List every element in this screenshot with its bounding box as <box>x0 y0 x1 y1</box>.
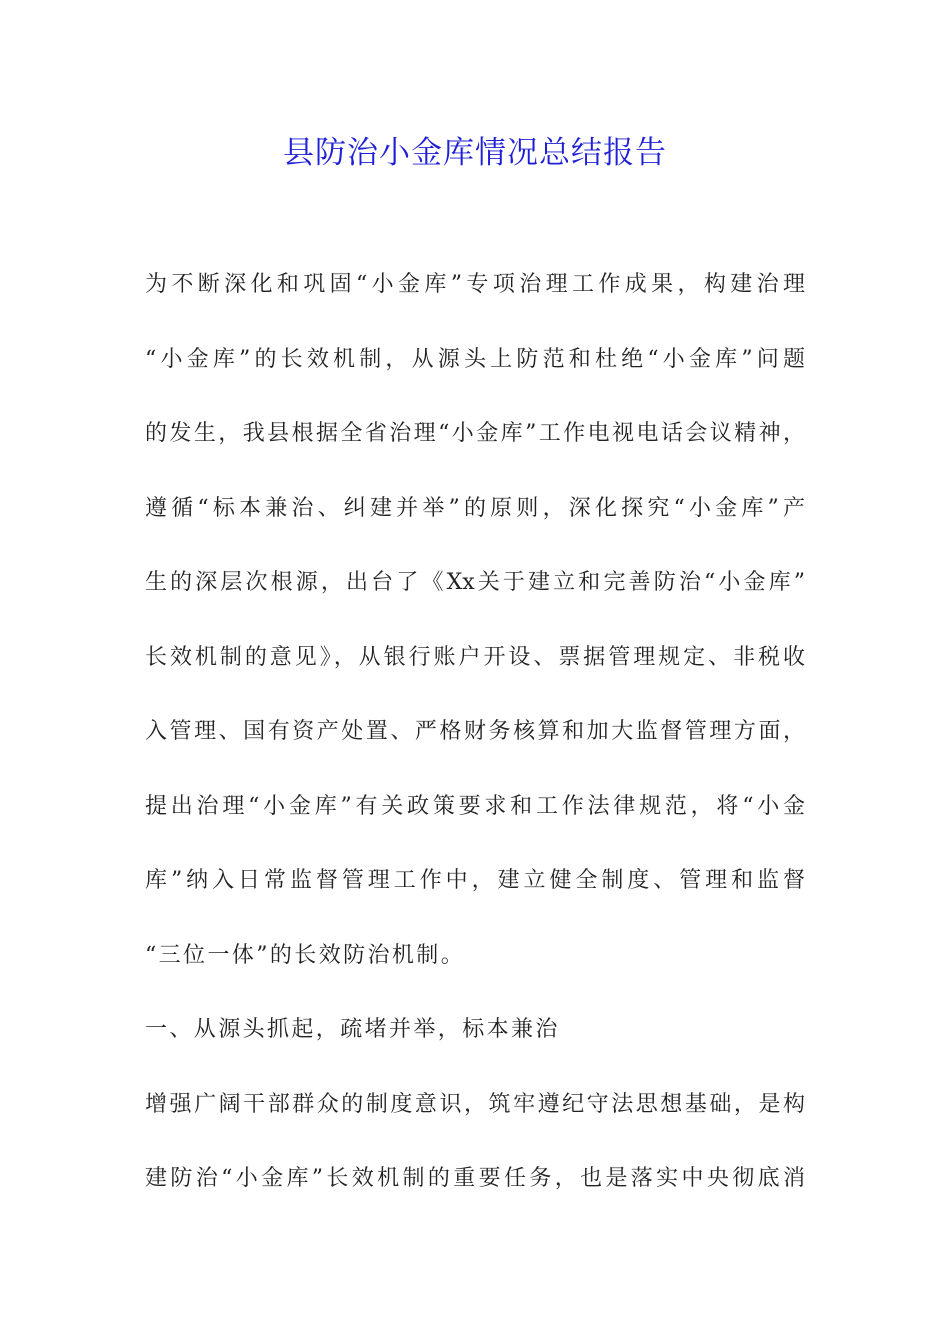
body-line-1: 为不断深化和巩固“小金库”专项治理工作成果，构建治理 <box>145 272 805 297</box>
body-line-10: “三位一体”的长效防治机制。 <box>145 942 466 968</box>
body-line-2: “小金库”的长效机制，从源头上防范和杜绝“小金库”问题 <box>145 346 805 372</box>
document-body <box>145 262 805 1231</box>
body-line-6: 长效机制的意见》，从银行账户开设、票据管理规定、非税收 <box>145 644 805 670</box>
body-line-13: 建防治“小金库”长效机制的重要任务，也是落实中央彻底消 <box>145 1166 805 1191</box>
body-line-8: 提出治理“小金库”有关政策要求和工作法律规范，将“小金 <box>145 793 805 819</box>
document-title: 县防治小金库情况总结报告 <box>283 135 667 171</box>
section-heading-1: 一、从源头抓起，疏堵并举，标本兼治 <box>145 1017 560 1042</box>
body-line-9: 库”纳入日常监督管理工作中，建立健全制度、管理和监督 <box>145 868 805 893</box>
body-line-12: 增强广阔干部群众的制度意识，筑牢遵纪守法思想基础，是构 <box>145 1091 805 1117</box>
body-line-7: 入管理、国有资产处置、严格财务核算和加大监督管理方面， <box>145 719 805 744</box>
body-line-4: 遵循“标本兼治、纠建并举”的原则，深化探究“小金库”产 <box>145 495 805 521</box>
body-line-5: 生的深层次根源，出台了《Xx关于建立和完善防治“小金库” <box>145 570 805 595</box>
body-line-3: 的发生，我县根据全省治理“小金库”工作电视电话会议精神， <box>145 421 805 446</box>
